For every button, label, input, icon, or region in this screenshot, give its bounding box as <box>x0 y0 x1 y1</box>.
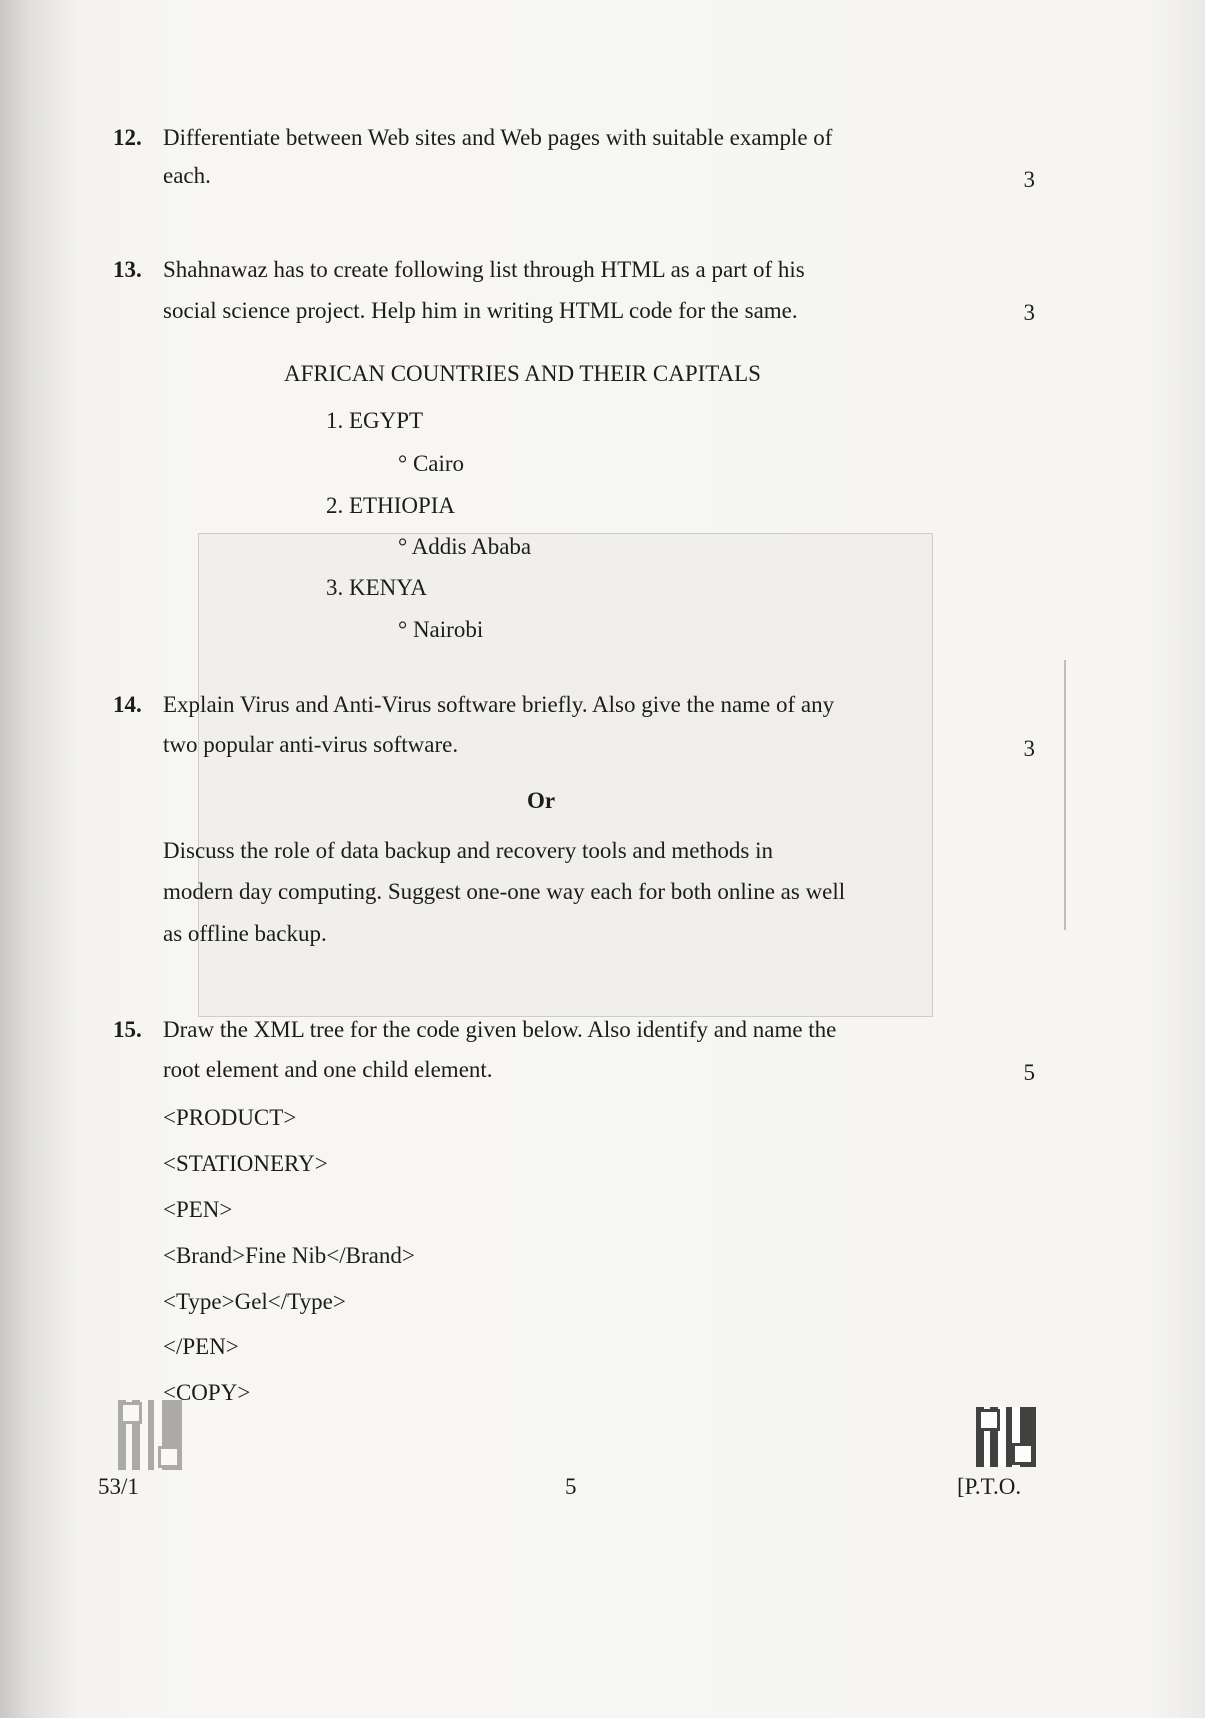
xml-code-line: </PEN> <box>163 1334 239 1359</box>
question-15-line-2: root element and one child element. <box>163 1057 493 1082</box>
question-12-marks: 3 <box>1023 167 1035 192</box>
question-13-marks: 3 <box>1023 300 1035 325</box>
question-12-line-1: Differentiate between Web sites and Web pages with suitable example of <box>163 125 833 150</box>
xml-code-line: <PEN> <box>163 1197 233 1222</box>
question-14-line-2: two popular anti-virus software. <box>163 732 459 757</box>
page-edge-shadow <box>0 0 80 1718</box>
question-14-alt-line-3: as offline backup. <box>163 921 327 946</box>
list-title: AFRICAN COUNTRIES AND THEIR CAPITALS <box>284 361 761 386</box>
xml-code-line: <Brand>Fine Nib</Brand> <box>163 1243 415 1268</box>
question-14-alt-line-2: modern day computing. Suggest one-one way each for both online as well <box>163 879 846 904</box>
footer-code: 53/1 <box>98 1474 139 1499</box>
question-15-marks: 5 <box>1023 1060 1035 1085</box>
capital-cairo: ° Cairo <box>398 451 465 476</box>
or-label: Or <box>527 788 556 813</box>
qr-code-left <box>118 1400 182 1470</box>
country-ethiopia: 2. ETHIOPIA <box>326 493 456 518</box>
xml-code-line: <STATIONERY> <box>163 1151 328 1176</box>
question-14-line-1: Explain Virus and Anti-Virus software briefly. Also give the name of any <box>163 692 835 717</box>
question-14-alt-line-1: Discuss the role of data backup and recovery tools and methods in <box>163 838 773 863</box>
question-13-line-2: social science project. Help him in writing HTML code for the same. <box>163 298 798 323</box>
question-14-number: 14. <box>113 692 142 717</box>
capital-nairobi: ° Nairobi <box>398 617 484 642</box>
question-15-number: 15. <box>113 1017 142 1042</box>
edge-mark <box>1064 660 1066 930</box>
xml-code-line: <Type>Gel</Type> <box>163 1289 346 1314</box>
question-13-line-1: Shahnawaz has to create following list through HTML as a part of his <box>163 257 805 282</box>
xml-code-line: <COPY> <box>163 1380 251 1405</box>
xml-code-line: <PRODUCT> <box>163 1105 297 1130</box>
capital-addis-ababa: ° Addis Ababa <box>398 534 532 559</box>
country-kenya: 3. KENYA <box>326 575 427 600</box>
qr-code-right <box>976 1407 1036 1467</box>
country-egypt: 1. EGYPT <box>326 408 424 433</box>
question-12-line-2: each. <box>163 163 211 188</box>
question-14-marks: 3 <box>1023 736 1035 761</box>
question-12-number: 12. <box>113 125 142 150</box>
footer-pto: [P.T.O. <box>957 1474 1022 1499</box>
question-13-number: 13. <box>113 257 142 282</box>
question-15-line-1: Draw the XML tree for the code given below. Also identify and name the <box>163 1017 837 1042</box>
footer-page-number: 5 <box>565 1474 577 1499</box>
